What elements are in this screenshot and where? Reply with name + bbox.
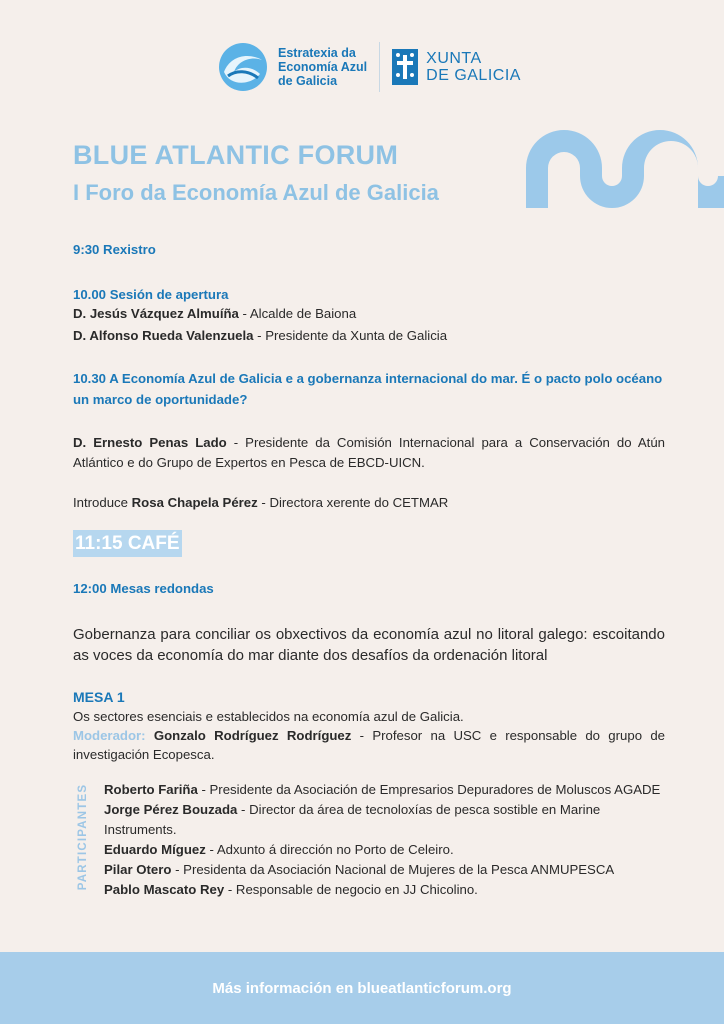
moderator-name: Gonzalo Rodríguez Rodríguez xyxy=(145,728,352,743)
round-table-theme: Gobernanza para conciliar os obxectivos da economía azul no litoral galego: escoitando as voces da economía do mar diante dos desafíos da ordenación litoral xyxy=(73,626,665,664)
keynote-speaker xyxy=(73,433,665,473)
xunta-line-2: DE GALICIA xyxy=(426,67,521,84)
participant-item xyxy=(104,880,664,900)
header-logos xyxy=(218,42,521,92)
speaker-role: - Presidente da Xunta de Galicia xyxy=(253,328,448,343)
opening-time: 10.00 xyxy=(73,287,107,302)
footer-banner xyxy=(0,952,724,1024)
xunta-line-1: XUNTA xyxy=(426,50,482,67)
participant-name: Roberto Fariña xyxy=(104,782,198,797)
estratexia-line-1: Estratexia da xyxy=(278,46,356,60)
participant-role: - Adxunto á dirección no Porto de Celeiro. xyxy=(205,842,454,857)
xunta-emblem-icon xyxy=(392,49,418,85)
mesa-description: Os sectores esenciais e establecidos na economía azul de Galicia. xyxy=(73,709,464,724)
logo-divider xyxy=(379,42,380,92)
footer-link[interactable]: Más información en blueatlanticforum.org xyxy=(212,979,512,997)
estratexia-line-2: Economía Azul xyxy=(278,60,368,74)
participant-name: Jorge Pérez Bouzada xyxy=(104,802,238,817)
participant-name: Eduardo Míguez xyxy=(104,842,206,857)
moderator-role: - Profesor na USC e responsable do grupo de investigación Ecopesca. xyxy=(73,728,666,762)
opening-heading: Sesión de apertura xyxy=(109,287,229,302)
participant-name: Pablo Mascato Rey xyxy=(104,882,225,897)
moderator-label: Moderador: xyxy=(73,728,146,743)
introducer-line xyxy=(73,493,665,512)
participant-role: - Presidente da Asociación de Empresarios Depuradores de Moluscos AGADE xyxy=(197,782,661,797)
participant-role: - Presidenta da Asociación Nacional de Mujeres de la Pesca ANMUPESCA xyxy=(171,862,615,877)
participant-role: - Director da área de tecnoloxías de pesca sostible en Marine Instruments. xyxy=(104,802,601,837)
participants-list xyxy=(104,780,664,900)
participant-role: - Responsable de negocio en JJ Chicolino. xyxy=(224,882,478,897)
participant-item xyxy=(104,780,664,800)
participant-name: Pilar Otero xyxy=(104,862,172,877)
agenda-item-registration: 9:30 Rexistro xyxy=(73,242,156,257)
wave-logo-icon xyxy=(218,42,268,92)
speaker-line xyxy=(73,304,665,323)
mesa-title: MESA 1 xyxy=(73,689,125,705)
introducer-label: Introduce xyxy=(73,495,132,510)
estratexia-line-3: de Galicia xyxy=(278,74,338,88)
speaker-name: D. Jesús Vázquez Almuíña xyxy=(73,306,239,321)
governance-heading: A Economía Azul de Galicia e a gobernanza internacional do mar. É o pacto polo océano un marco de oportunidade? xyxy=(73,371,663,407)
participants-label: PARTICIPANTES xyxy=(77,783,89,891)
page-subtitle: I Foro da Economía Azul de Galicia xyxy=(73,180,439,205)
speaker-line xyxy=(73,326,665,345)
keynote-speaker-role: - Presidente da Comisión Internacional para a Conservación do Atún Atlántico e do Grupo de Expertos en Pesca de EBCD-UICN. xyxy=(73,435,665,470)
cafe-break: 11:15 CAFÉ xyxy=(73,530,182,557)
participant-item xyxy=(104,800,664,840)
speaker-name: D. Alfonso Rueda Valenzuela xyxy=(73,328,254,343)
governance-time: 10.30 xyxy=(73,371,107,386)
decorative-wave-icon xyxy=(526,128,724,208)
participant-item xyxy=(104,840,664,860)
estratexia-logo xyxy=(218,42,367,92)
keynote-speaker-name: D. Ernesto Penas Lado xyxy=(73,435,227,450)
agenda-item-governance xyxy=(73,368,665,410)
speaker-role: - Alcalde de Baiona xyxy=(238,306,357,321)
introducer-role: - Directora xerente do CETMAR xyxy=(257,495,449,510)
xunta-logo xyxy=(392,49,521,85)
participants-label-vertical xyxy=(74,780,92,900)
agenda-item-opening xyxy=(73,285,665,345)
agenda-item-round-tables: 12:00 Mesas redondas xyxy=(73,581,214,596)
moderator-line xyxy=(73,726,665,764)
page-title: BLUE ATLANTIC FORUM xyxy=(73,140,399,170)
introducer-name: Rosa Chapela Pérez xyxy=(131,495,258,510)
participant-item xyxy=(104,860,664,880)
mesa-section xyxy=(73,688,665,764)
